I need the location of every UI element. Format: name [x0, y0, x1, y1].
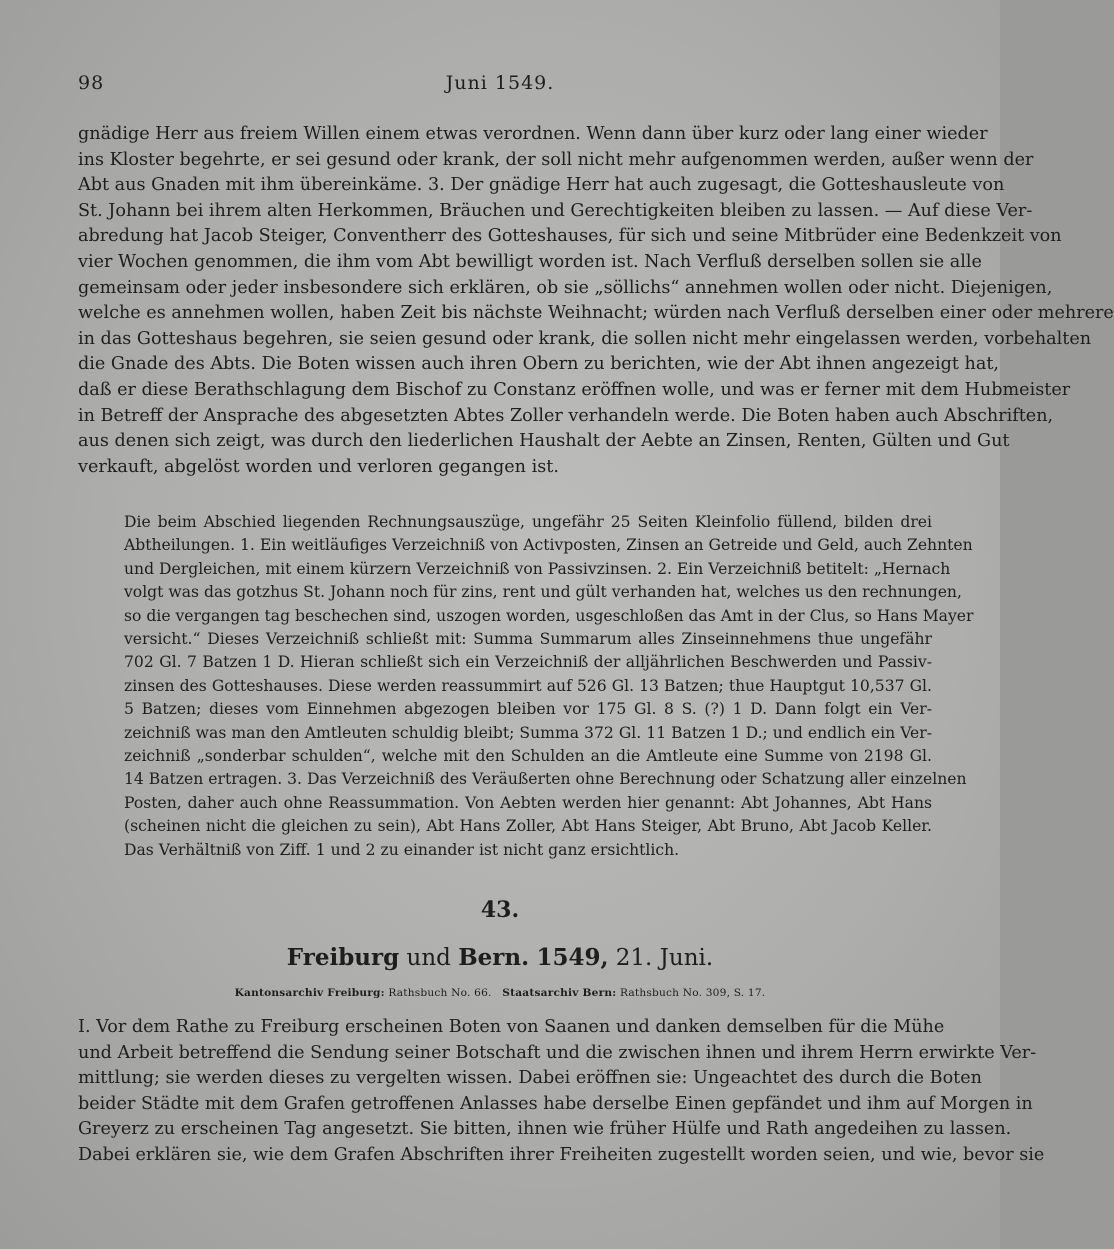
title-connector: und — [406, 945, 451, 971]
note-line: Die beim Abschied liegenden Rechnungsauszüge, ungefähr 25 Seiten Kleinfolio füllend, bilden drei — [124, 513, 932, 531]
title-date: 21. Juni. — [615, 945, 714, 971]
note-line: Abtheilungen. 1. Ein weitläufiges Verzeichniß von Activposten, Zinsen an Getreide und Geld, auch Zehnten — [124, 536, 973, 555]
source-archive-1: Kantonsarchiv Freiburg: — [234, 987, 385, 999]
text-line: verkauft, abgelöst worden und verloren gegangen ist. — [78, 456, 559, 477]
section-line: Dabei erklären sie, wie dem Grafen Abschriften ihrer Freiheiten zugestellt worden seien, und wie, bevor sie — [78, 1144, 1045, 1165]
section-paragraph — [78, 1015, 1045, 1169]
note-line: Das Verhältniß von Ziff. 1 und 2 zu einander ist nicht ganz ersichtlich. — [124, 840, 680, 859]
note-line: versicht.“ Dieses Verzeichniß schließt mit: Summa Summarum alles Zinseinnehmens thue ungefähr — [124, 630, 932, 649]
source-ref-1: Rathsbuch No. 66. — [388, 987, 492, 999]
text-line: die Gnade des Abts. Die Boten wissen auch ihren Obern zu berichten, wie der Abt ihnen angezeigt hat, — [78, 354, 999, 375]
note-line: zinsen des Gotteshauses. Diese werden reassummirt auf 526 Gl. 13 Batzen; thue Hauptgut 10,537 Gl. — [124, 676, 932, 695]
section-line: I. Vor dem Rathe zu Freiburg erscheinen Boten von Saanen und danken demselben für die Mühe — [78, 1017, 945, 1037]
note-line: Posten, daher auch ohne Reassummation. Von Aebten werden hier genannt: Abt Johannes, Abt Hans — [124, 793, 932, 812]
text-line: in das Gotteshaus begehren, sie seien gesund oder krank, die sollen nicht mehr eingelassen werden, vorbehalten — [78, 328, 1092, 349]
note-line: so die vergangen tag beschechen sind, uszogen worden, usgeschloßen das Amt in der Clus, so Hans Mayer — [124, 606, 974, 625]
note-line: 702 Gl. 7 Batzen 1 D. Hieran schließt sich ein Verzeichniß der alljährlichen Beschwerden und Passiv- — [124, 653, 932, 672]
note-line: und Dergleichen, mit einem kürzern Verzeichniß von Passivzinsen. 2. Ein Verzeichniß betitelt: „Hernach — [124, 559, 951, 578]
text-line: ins Kloster begehrte, er sei gesund oder krank, der soll nicht mehr aufgenommen werden, außer wenn der — [78, 149, 1034, 170]
page-number: 98 — [78, 72, 105, 94]
note-line: zeichniß „sonderbar schulden“, welche mit den Schulden an die Amtleute eine Summe von 2198 Gl. — [124, 747, 932, 766]
text-line: gnädige Herr aus freiem Willen einem etwas verordnen. Wenn dann über kurz oder lang einer wieder — [78, 124, 988, 144]
text-line: daß er diese Berathschlagung dem Bischof zu Constanz eröffnen wolle, und was er ferner mit dem Hubmeister — [78, 379, 1071, 400]
section-line: mittlung; sie werden dieses zu vergelten wissen. Dabei eröffnen sie: Ungeachtet des durch die Boten — [78, 1068, 982, 1089]
text-line: in Betreff der Ansprache des abgesetzten Abtes Zoller verhandeln werde. Die Boten haben auch Abschriften, — [78, 405, 1054, 426]
text-line: vier Wochen genommen, die ihm vom Abt bewilligt worden ist. Nach Verfluß derselben sollen sie alle — [78, 251, 982, 272]
document-title — [0, 944, 1000, 971]
section-line: und Arbeit betreffend die Sendung seiner Botschaft und die zwischen ihnen und ihrem Herrn erwirkte Ver- — [78, 1042, 1037, 1063]
title-place-2: Bern. — [458, 944, 530, 971]
document-source — [0, 987, 1000, 999]
running-head: Juni 1549. — [445, 72, 555, 94]
section-line: beider Städte mit dem Grafen getroffenen Anlasses habe derselbe Einen gepfändet und ihm auf Morgen in — [78, 1093, 1033, 1114]
text-line: gemeinsam oder jeder insbesondere sich erklären, ob sie „söllichs“ annehmen wollen oder nicht. Diejenigen, — [78, 277, 1053, 298]
title-year: 1549, — [536, 944, 609, 971]
title-place-1: Freiburg — [286, 944, 400, 971]
text-line: welche es annehmen wollen, haben Zeit bis nächste Weihnacht; würden nach Verfluß derselben einer oder mehrere — [78, 303, 1114, 324]
note-line: (scheinen nicht die gleichen zu sein), Abt Hans Zoller, Abt Hans Steiger, Abt Bruno, Abt Jacob Keller. — [124, 817, 932, 836]
note-line: volgt was das gotzhus St. Johann noch für zins, rent und gült verhanden hat, welches us den rechnungen, — [124, 583, 962, 602]
text-line: abredung hat Jacob Steiger, Conventherr des Gotteshauses, für sich und seine Mitbrüder eine Bedenkzeit von — [78, 226, 1062, 247]
text-line: St. Johann bei ihrem alten Herkommen, Bräuchen und Gerechtigkeiten bleiben zu lassen. — Auf diese Ver- — [78, 200, 1033, 221]
note-line: zeichniß was man den Amtleuten schuldig bleibt; Summa 372 Gl. 11 Batzen 1 D.; und endlich ein Ver- — [124, 723, 932, 742]
source-archive-2: Staatsarchiv Bern: — [502, 987, 617, 999]
note-line: 14 Batzen ertragen. 3. Das Verzeichniß des Veräußerten ohne Berechnung oder Schatzung aller einzelnen — [124, 770, 967, 789]
text-line: Abt aus Gnaden mit ihm übereinkäme. 3. Der gnädige Herr hat auch zugesagt, die Gotteshausleute von — [78, 175, 1005, 196]
main-paragraph — [78, 122, 1114, 480]
document-number: 43. — [480, 897, 520, 923]
note-line: 5 Batzen; dieses vom Einnehmen abgezogen bleiben vor 175 Gl. 8 S. (?) 1 D. Dann folgt ein Ver- — [124, 700, 932, 719]
source-ref-2: Rathsbuch No. 309, S. 17. — [619, 987, 766, 999]
text-line: aus denen sich zeigt, was durch den liederlichen Haushalt der Aebte an Zinsen, Renten, Gülten und Gut — [78, 431, 1010, 452]
footnote-paragraph — [124, 511, 974, 862]
section-line: Greyerz zu erscheinen Tag angesetzt. Sie bitten, ihnen wie früher Hülfe und Rath angedeihen zu lassen. — [78, 1119, 1012, 1140]
